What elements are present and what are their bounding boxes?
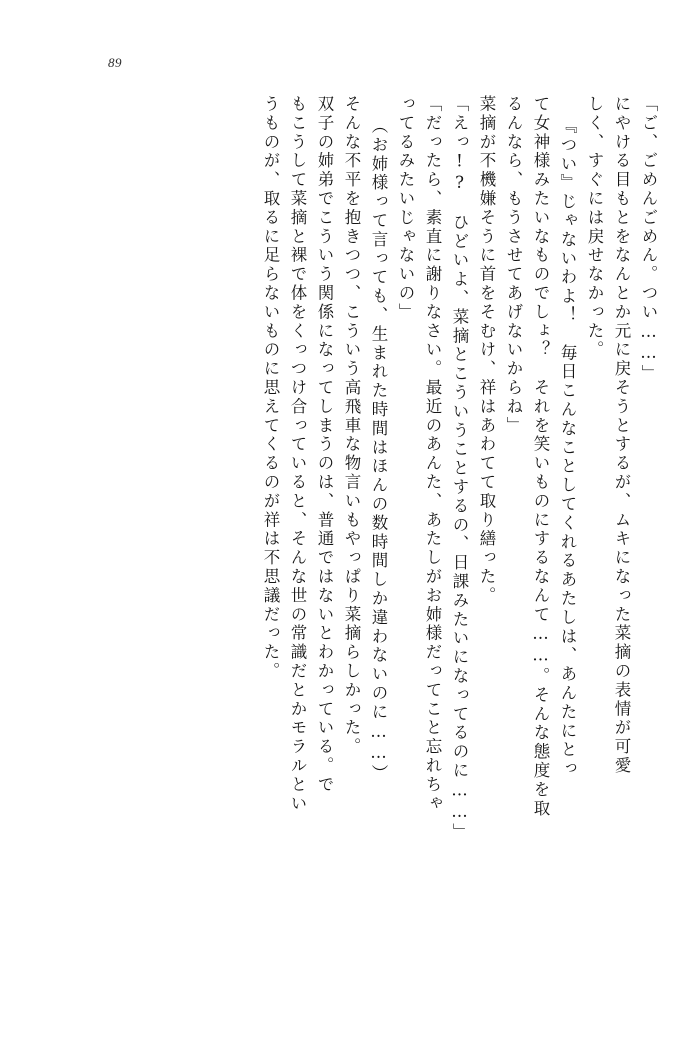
text-line: にやける目もとをなんとか元に戻そうとするが、ムキになった菜摘の表情が可愛: [612, 95, 631, 776]
text-line: 双子の姉弟でこういう関係になってしまうのは、普通ではないとわかっている。で: [315, 95, 334, 795]
text-line: て女神様みたいなものでしょ？ それを笑いものにするなんて……。そんな態度を取: [531, 95, 550, 819]
text-line: ってるみたいじゃないの」: [396, 95, 415, 322]
text-line: 「えっ!? ひどいよ、菜摘とこういうことするの、日課みたいになってるのに……」: [450, 95, 469, 843]
text-line: しく、すぐには戻せなかった。: [585, 95, 604, 360]
text-line: 菜摘が不機嫌そうに首をそむけ、祥はあわてて取り繕った。: [477, 95, 496, 606]
vertical-body-text: [36, 95, 656, 975]
page-number: 89: [108, 55, 122, 70]
text-line: 『つい』じゃないわよ！ 毎日こんなことしてくれるあたしは、あんたにとっ: [558, 117, 577, 779]
text-line: もこうして菜摘と裸で体をくっつけ合っていると、そんな世の常識だとかモラルとい: [288, 95, 307, 814]
text-line: （お姉様って言っても、生まれた時間はほんの数時間しか違わないのに……）: [369, 117, 388, 784]
text-line: そんな不平を抱きつつ、こういう高飛車な物言いもやっぱり菜摘らしかった。: [342, 95, 361, 757]
text-line: うものが、取るに足らないものに思えてくるのが祥は不思議だった。: [261, 95, 280, 681]
text-line: 「だったら、素直に謝りなさい。最近のあんた、あたしがお姉様だってこと忘れちゃ: [423, 95, 442, 814]
text-line: 「ご、ごめんごめん。つい……」: [639, 95, 658, 384]
text-line: るんなら、もうさせてあげないからね」: [504, 95, 523, 436]
